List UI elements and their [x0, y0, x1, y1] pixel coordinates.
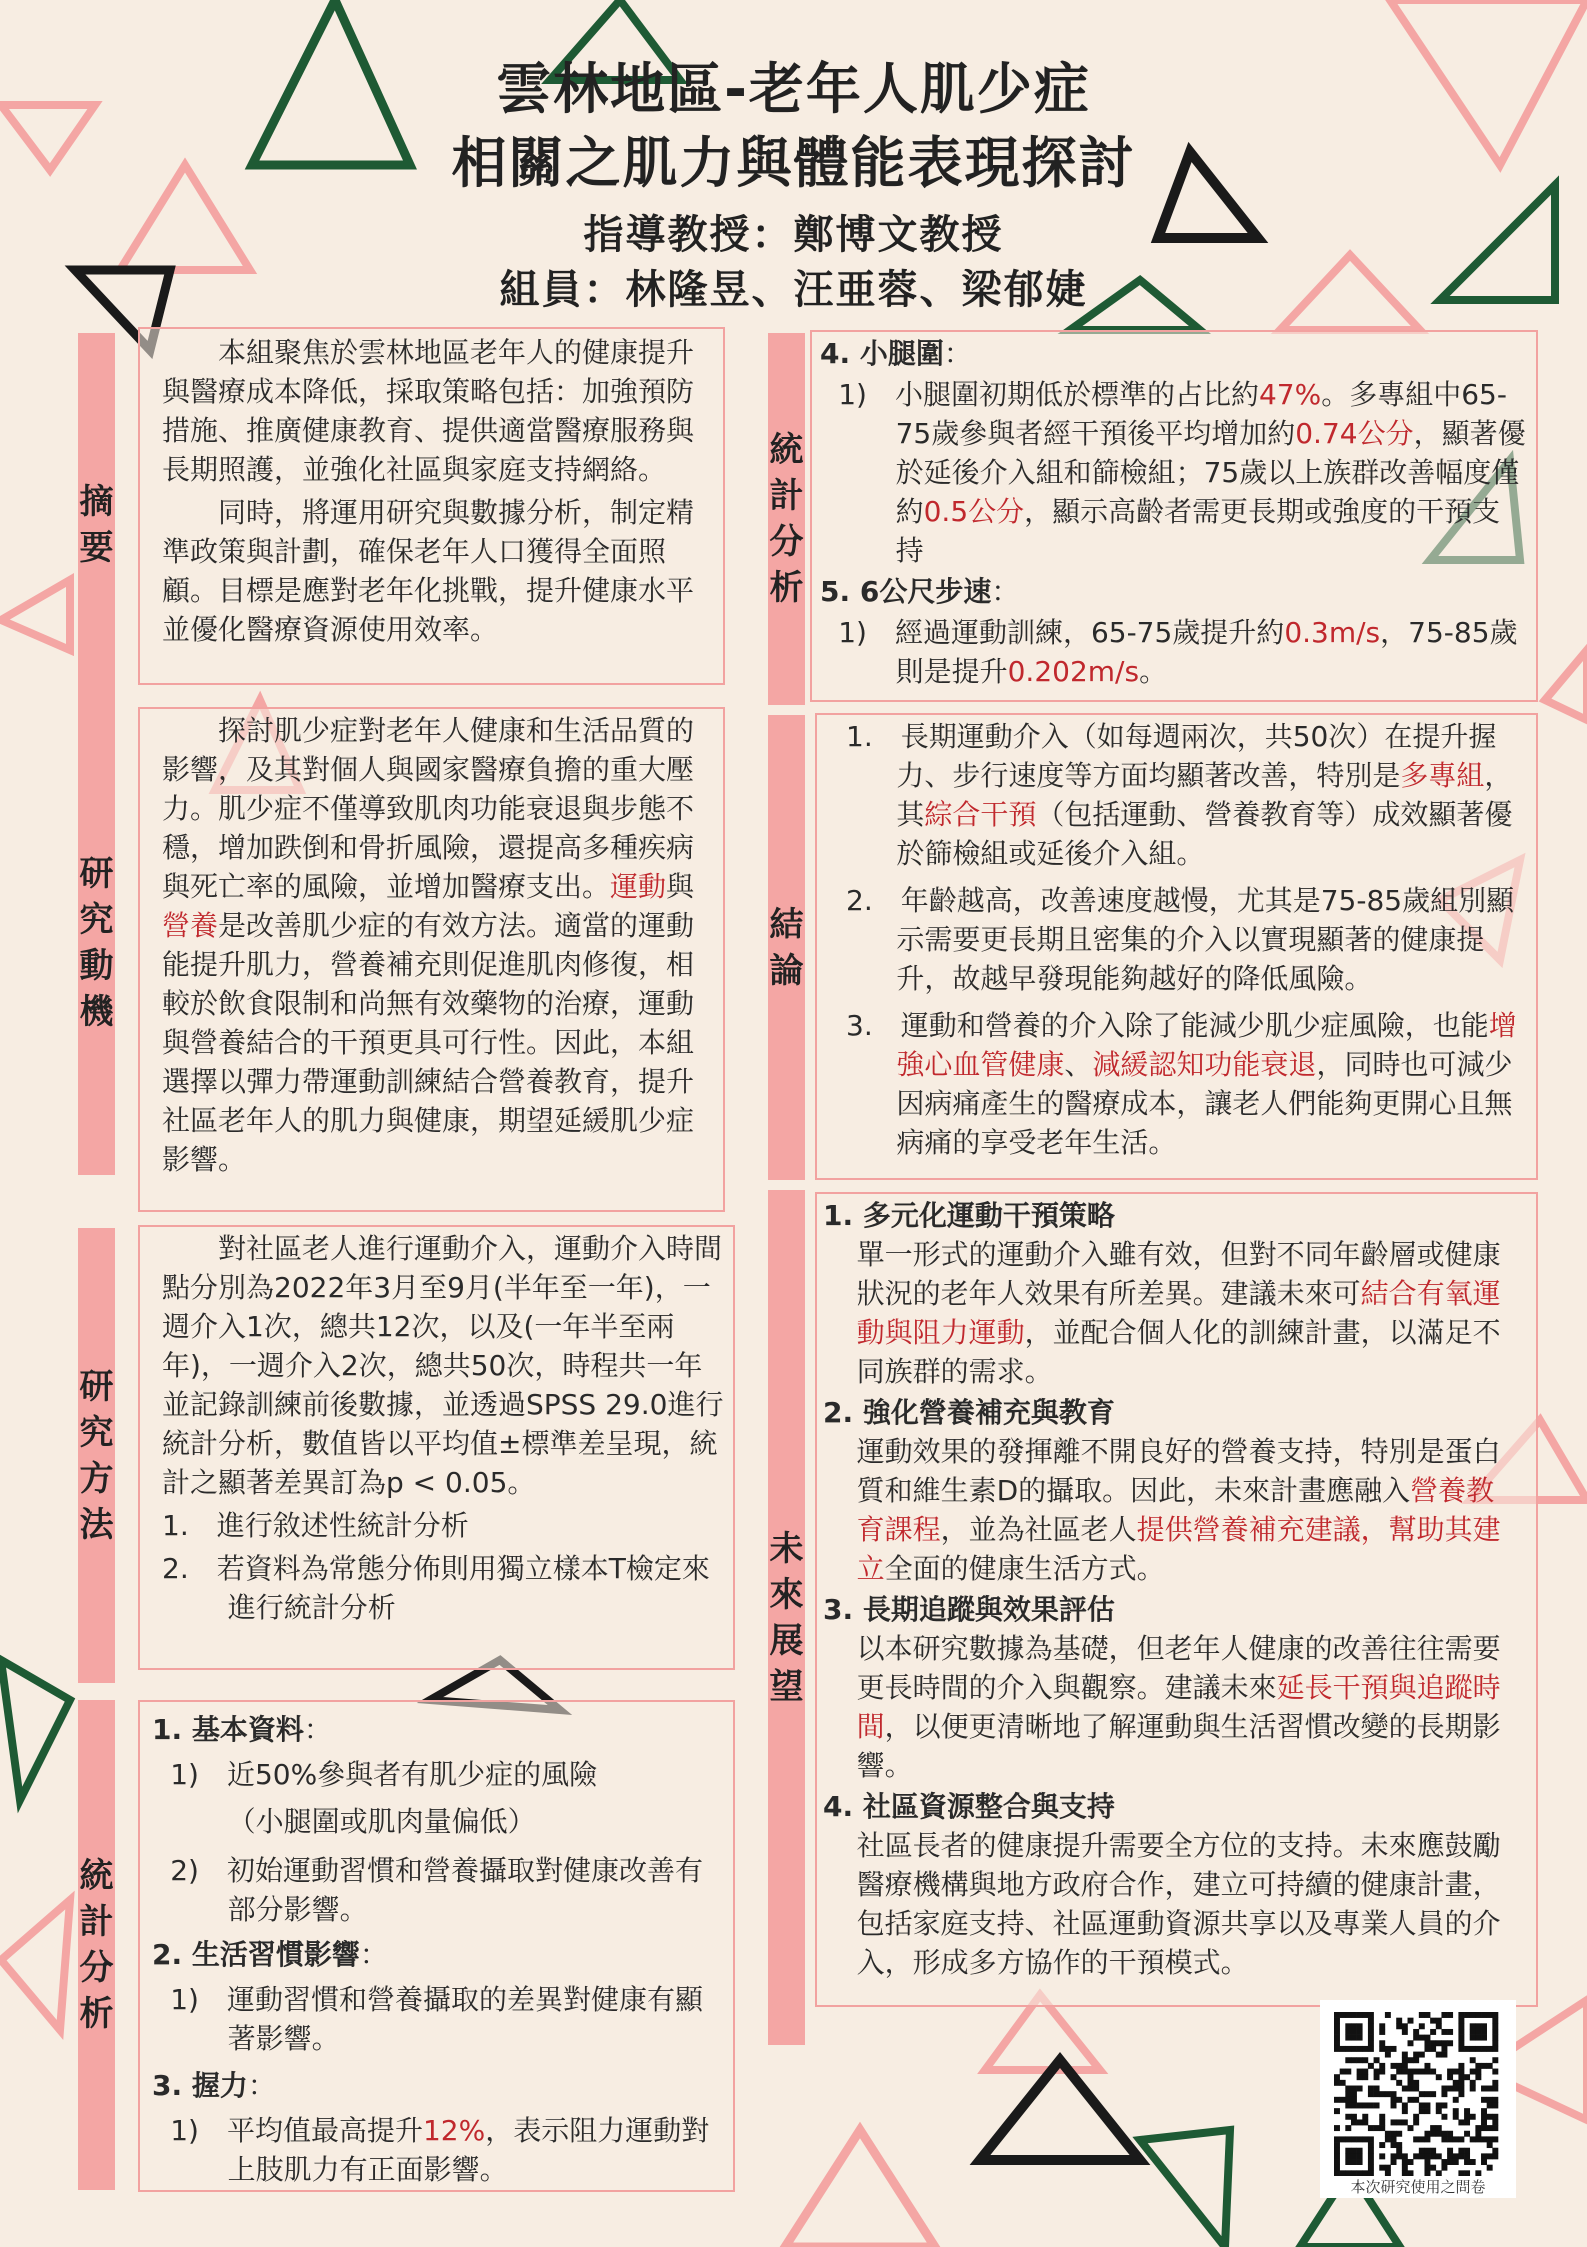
triangle-shape	[980, 2060, 1140, 2160]
method-item-2: 2. 若資料為常態分佈則用獨立樣本T檢定來進行統計分析	[162, 1552, 710, 1624]
qr-code-pattern	[1334, 2012, 1502, 2176]
triangle-shape	[1, 580, 70, 650]
conclusion-item-2: 2. 年齡越高，改善速度越慢，尤其是75-85歲組別顯示需要更長期且密集的介入以實現顯著的健康提升，故越早發現能夠越好的降低風險。	[846, 884, 1515, 995]
stats-gait-1: 1) 經過運動訓練，65-75歲提升約0.3m/s，75-85歲則是提升0.202m/s。	[838, 616, 1518, 688]
stats-calf-1: 1) 小腿圍初期低於標準的占比約47%。多專組中65-75歲參與者經干預後平均增加約0.74公分，顯著優於延後介入組和篩檢組；75歲以上族群改善幅度僅約0.5公分，顯示高齡者需更長期或強度的干預支持	[838, 378, 1526, 567]
stats-heading-basic: 1. 基本資料：	[152, 1713, 332, 1746]
conclusion-item-3: 3. 運動和營養的介入除了能減少肌少症風險，也能增強心血管健康、減緩認知功能衰退，同時也可減少因病痛產生的醫療成本，讓老人們能夠更開心且無病痛的享受老年生活。	[846, 1009, 1517, 1159]
stats-heading-calf: 4. 小腿圍：	[820, 337, 972, 370]
future-body-2: 運動效果的發揮離不開良好的營養支持，特別是蛋白質和維生素D的攝取。因此，未來計畫應融入營養教育課程，並為社區老人提供營養補充建議，幫助其建立全面的健康生活方式。	[856, 1435, 1501, 1585]
abstract-box	[138, 327, 725, 685]
highlight-nutrition: 營養	[162, 909, 219, 942]
method-paragraph: 對社區老人進行運動介入，運動介入時間點分別為2022年3月至9月(半年至一年)，一週介入1次，總共12次，以及(一年半至兩年)，一週介入2次，總共50次，時程共一年並記錄訓練前後數據，並透過SPSS 29.0進行統計分析，數值皆以平均值±標準差呈現，統計之顯著差異訂為p < 0.05。	[162, 1232, 724, 1499]
future-box	[815, 1192, 1538, 2007]
triangle-shape	[1, 1660, 70, 1800]
section-label-abstract: 摘 要	[78, 333, 115, 716]
stats-right-box	[810, 330, 1538, 702]
stats-lifestyle-1: 1) 運動習慣和營養攝取的差異對健康有顯著影響。	[170, 1983, 703, 2055]
future-body-3: 以本研究數據為基礎，但老年人健康的改善往往需要更長時間的介入與觀察。建議未來延長干預與追蹤時間，以便更清晰地了解運動與生活習慣改變的長期影響。	[856, 1632, 1501, 1782]
future-body-4: 社區長者的健康提升需要全方位的支持。未來應鼓勵醫療機構與地方政府合作，建立可持續的健康計畫，包括家庭支持、社區運動資源共享以及專業人員的介入，形成多方協作的干預模式。	[856, 1829, 1501, 1979]
future-heading-1: 1. 多元化運動干預策略	[823, 1199, 1115, 1232]
advisor-line: 指導教授：鄭博文教授	[583, 212, 1004, 258]
stats-grip-1: 1) 平均值最高提升12%，表示阻力運動對上肢肌力有正面影響。	[170, 2114, 710, 2186]
section-label-future: 未 來 展 望	[768, 1190, 805, 2045]
stats-left-box	[138, 1700, 735, 2192]
poster-title-line2: 相關之肌力與體能表現探討	[451, 131, 1136, 195]
qr-caption: 本次研究使用之問卷	[1350, 2178, 1486, 2196]
abstract-paragraph-2: 同時，將運用研究與數據分析，制定精準政策與計劃，確保老年人口獲得全面照顧。目標是應對老年化挑戰，提升健康水平並優化醫療資源使用效率。	[162, 496, 695, 646]
method-item-1: 1. 進行敘述性統計分析	[162, 1509, 469, 1542]
stats-basic-1-cont: （小腿圍或肌肉量偏低）	[227, 1805, 536, 1838]
motivation-box	[138, 707, 725, 1212]
stats-heading-gait: 5. 6公尺步速：	[820, 575, 1020, 608]
future-heading-2: 2. 強化營養補充與教育	[823, 1396, 1115, 1429]
triangle-shape	[1, 1900, 70, 2030]
conclusion-item-1: 1. 長期運動介入（如每週兩次，共50次）在提升握力、步行速度等方面均顯著改善，特別是多專組，其綜合干預（包括運動、營養教育等）成效顯著優於篩檢組或延後介入組。	[846, 720, 1513, 870]
method-box	[138, 1225, 735, 1670]
poster-title-line1: 雲林地區-老年人肌少症	[496, 57, 1091, 121]
future-body-1: 單一形式的運動介入雖有效，但對不同年齡層或健康狀況的老年人效果有所差異。建議未來可結合有氧運動與阻力運動，並配合個人化的訓練計畫，以滿足不同族群的需求。	[856, 1238, 1501, 1388]
triangle-shape	[785, 2130, 935, 2247]
section-label-conclusion: 結 論	[768, 715, 805, 1180]
questionnaire-qr-code[interactable]	[1320, 2000, 1516, 2198]
future-heading-4: 4. 社區資源整合與支持	[823, 1790, 1115, 1823]
triangle-shape	[1545, 650, 1587, 720]
stats-heading-lifestyle: 2. 生活習慣影響：	[152, 1938, 388, 1971]
motivation-paragraph: 探討肌少症對老年人健康和生活品質的影響，及其對個人與國家醫療負擔的重大壓力。肌少症不僅導致肌肉功能衰退與步態不穩，增加跌倒和骨折風險，還提高多種疾病與死亡率的風險，並增加醫療支出。運動與營養是改善肌少症的有效方法。適當的運動能提升肌力，營養補充則促進肌肉修復，相較於飲食限制和尚無有效藥物的治療，運動與營養結合的干預更具可行性。因此，本組選擇以彈力帶運動訓練結合營養教育，提升社區老年人的肌力與健康，期望延緩肌少症影響。	[162, 714, 695, 1176]
conclusion-box	[815, 713, 1538, 1180]
section-label-stats-left: 統 計 分 析	[78, 1700, 115, 2190]
members-line: 組員：林隆昱、汪亜蓉、梁郁婕	[499, 267, 1088, 313]
highlight-exercise: 運動	[610, 870, 667, 903]
future-heading-3: 3. 長期追蹤與效果評估	[823, 1593, 1115, 1626]
stats-basic-2: 2) 初始運動習慣和營養攝取對健康改善有部分影響。	[170, 1854, 703, 1926]
stats-heading-grip: 3. 握力：	[152, 2069, 276, 2102]
abstract-paragraph-1: 本組聚焦於雲林地區老年人的健康提升與醫療成本降低，採取策略包括：加強預防措施、推廣健康教育、提供適當醫療服務與長期照護，並強化社區與家庭支持網絡。	[162, 336, 695, 486]
section-label-stats-right: 統 計 分 析	[768, 333, 805, 705]
triangle-shape	[1140, 2130, 1230, 2247]
section-label-method: 研 究 方 法	[78, 1228, 115, 1683]
section-label-motivation: 研 究 動 機	[78, 710, 115, 1175]
poster-header	[0, 52, 1587, 318]
stats-basic-1: 1) 近50%參與者有肌少症的風險	[170, 1758, 598, 1791]
